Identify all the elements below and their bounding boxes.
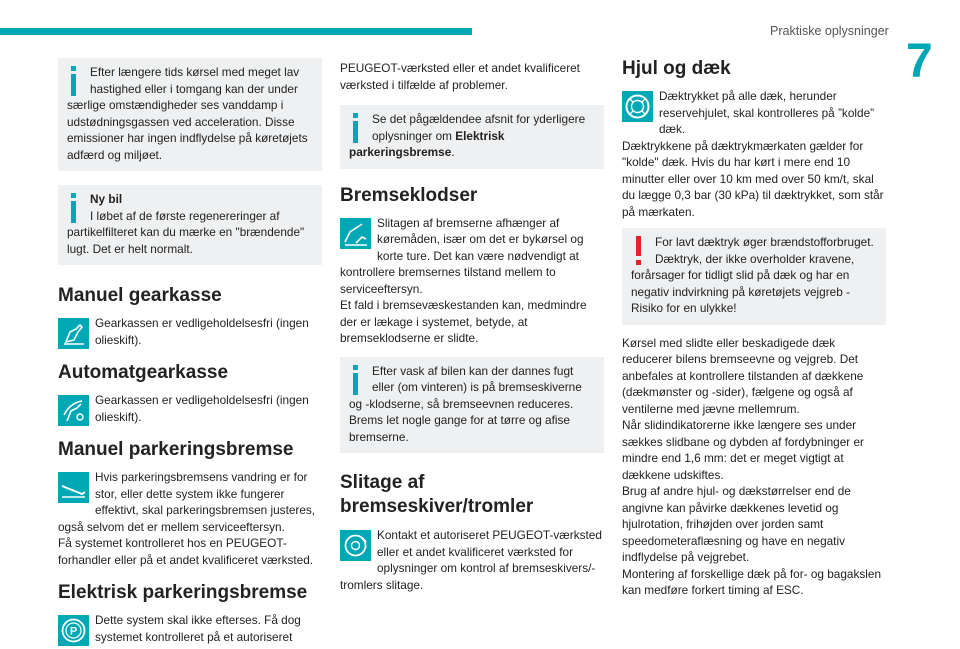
info-icon bbox=[351, 113, 360, 143]
info-note-new-car bbox=[58, 185, 322, 265]
svg-text:P: P bbox=[69, 625, 78, 638]
column-1 bbox=[58, 58, 322, 649]
section-text: Hvis parkeringsbremsens vandring er for stor, eller dette system ikke fungerer effektivt, skal parkeringsbremsen justeres, også selvom det er mellem serviceeftersyn. bbox=[58, 470, 316, 534]
section-text: Dæktrykkene på dæktrykmærkaten gælder for "kolde" dæk. Hvis du har kørt i mere end 10 minutter eller over 10 km med over 50 km/t, skal du lægge 0,3 bar (30 kPa) til dæktrykket, som står på mærkaten. bbox=[622, 138, 884, 219]
section-text: Gearkassen er vedligeholdelsesfri (ingen olieskift). bbox=[95, 393, 309, 424]
note-text: Efter vask af bilen kan der dannes fugt eller (om vinteren) is på bremseskiverne og -klodserne, så bremseevnen reduceres. Brems let nogle gange for at tørre og afise bremserne. bbox=[349, 363, 582, 444]
page-header-title: Praktiske oplysninger bbox=[770, 24, 889, 38]
column-3 bbox=[622, 58, 886, 599]
info-icon bbox=[351, 365, 360, 395]
section-manual-gearbox bbox=[58, 315, 322, 348]
section-brake-discs bbox=[340, 527, 604, 593]
section-electric-parking-brake bbox=[58, 612, 322, 645]
electric-parking-brake-icon bbox=[58, 615, 89, 646]
section-text: Dette system skal ikke efterses. Få dog systemet kontrolleret på et autoriseret bbox=[95, 613, 301, 644]
tyre-icon bbox=[622, 91, 653, 122]
section-text: Få systemet kontrolleret hos en PEUGEOT-forhandler eller på et andet kvalificeret værksted. bbox=[58, 536, 314, 567]
section-title-wheels-tyres: Hjul og dæk bbox=[622, 58, 731, 79]
section-brake-pads bbox=[340, 215, 604, 347]
header-accent-bar bbox=[0, 28, 472, 35]
warning-icon bbox=[633, 236, 643, 266]
section-title-manual-parking-brake: Manuel parkeringsbremse bbox=[58, 439, 294, 460]
section-text: Dæktrykket på alle dæk, herunder reservehjulet, skal kontrolleres på ”kolde” dæk. bbox=[659, 89, 875, 136]
section-title-electric-parking-brake: Elektrisk parkeringsbremse bbox=[58, 582, 308, 603]
paragraph: Montering af forskellige dæk på for- og bagakslen kan medføre forkert timing af ESC. bbox=[622, 566, 882, 597]
paragraph: Brug af andre hjul- og dækstørrelser end de angivne kan påvirke dækkenes levetid og hjulrotation, frihøjden over jorden samt speedometeraflæsning og have en negativ indflydelse på vejgrebet. bbox=[622, 484, 851, 564]
brake-pads-icon bbox=[340, 218, 371, 249]
warning-note-tyre-pressure bbox=[622, 228, 886, 325]
section-title-brake-pads: Bremseklodser bbox=[340, 184, 478, 206]
continued-text: PEUGEOT-værksted eller et andet kvalificeret værksted i tilfælde af problemer. bbox=[340, 61, 580, 92]
note-text: I løbet af de første regenereringer af partikelfilteret kan du mærke en "brændende" lugt. Det er helt normalt. bbox=[67, 208, 305, 256]
chapter-number: 7 bbox=[906, 35, 933, 88]
section-wheels-tyres bbox=[622, 88, 886, 220]
handbrake-icon bbox=[58, 472, 89, 503]
section-title-auto-gearbox: Automatgearkasse bbox=[58, 362, 229, 383]
info-note-vapour bbox=[58, 58, 322, 171]
column-2 bbox=[340, 60, 604, 597]
info-icon bbox=[69, 66, 78, 96]
section-title-manual-gearbox: Manuel gearkasse bbox=[58, 285, 222, 306]
note-text: Efter længere tids kørsel med meget lav hastighed eller i tomgang kan der under særlige omstændigheder ses vanddamp i udstødningsgassen ved acceleration. Disse emissioner har ingen indflydelse på køretøjets adfærd og miljøet. bbox=[67, 65, 308, 162]
paragraph: Når slidindikatorerne ikke længere ses under sækkes slidbane og dybden af fordybninger er mindre end 1,6 mm: det er meget vigtigt at dækkene udskiftes. bbox=[622, 418, 864, 482]
section-text: Gearkassen er vedligeholdelsesfri (ingen olieskift). bbox=[95, 316, 309, 347]
info-note-wash bbox=[340, 357, 604, 454]
note-text: Se det pågældendee afsnit for yderligere oplysninger om Elektrisk parkeringsbremse. bbox=[349, 112, 586, 159]
section-auto-gearbox bbox=[58, 392, 322, 425]
auto-gearbox-icon bbox=[58, 395, 89, 426]
brake-discs-icon bbox=[340, 530, 371, 561]
paragraph: Kørsel med slidte eller beskadigede dæk reducerer bilens bremseevne og vejgreb. Det anbefales at kontrollere tilstanden af dækkene (dækmønster og -sider), fælgene og også af ventilerne med jævne mellemrum. bbox=[622, 335, 864, 416]
section-text: Slitagen af bremserne afhænger af køremåden, især om det er bykørsel og korte ture. Det kan være nødvendigt at kontrollere bremsernes tilstand mellem to serviceeftersyn. bbox=[340, 215, 584, 296]
section-manual-parking-brake bbox=[58, 469, 322, 568]
note-bold-ref: Elektrisk parkeringsbremse bbox=[349, 128, 505, 159]
section-title-brake-discs: Slitage af bremseskiver/tromler bbox=[340, 472, 534, 517]
manual-gearbox-icon bbox=[58, 318, 89, 349]
info-icon bbox=[69, 193, 78, 223]
section-text: Et fald i bremsevæskestanden kan, medmindre der er lækage i systemet, betyde, at bremseklodserne er slidte. bbox=[340, 298, 587, 345]
warning-text: For lavt dæktryk øger brændstofforbruget. Dæktryk, der ikke overholder kravene, forårsager for tidligt slid på dæk og har en negativ indvirkning på køretøjets vejgreb - Risiko for en ulykke! bbox=[631, 235, 874, 315]
note-title: Ny bil bbox=[90, 192, 123, 206]
info-note-electric-brake-ref bbox=[340, 105, 604, 169]
section-text: Kontakt et autoriseret PEUGEOT-værksted eller et andet kvalificeret værksted for oplysninger om kontrol af bremseskivers/-tromlers slitage. bbox=[340, 528, 602, 592]
